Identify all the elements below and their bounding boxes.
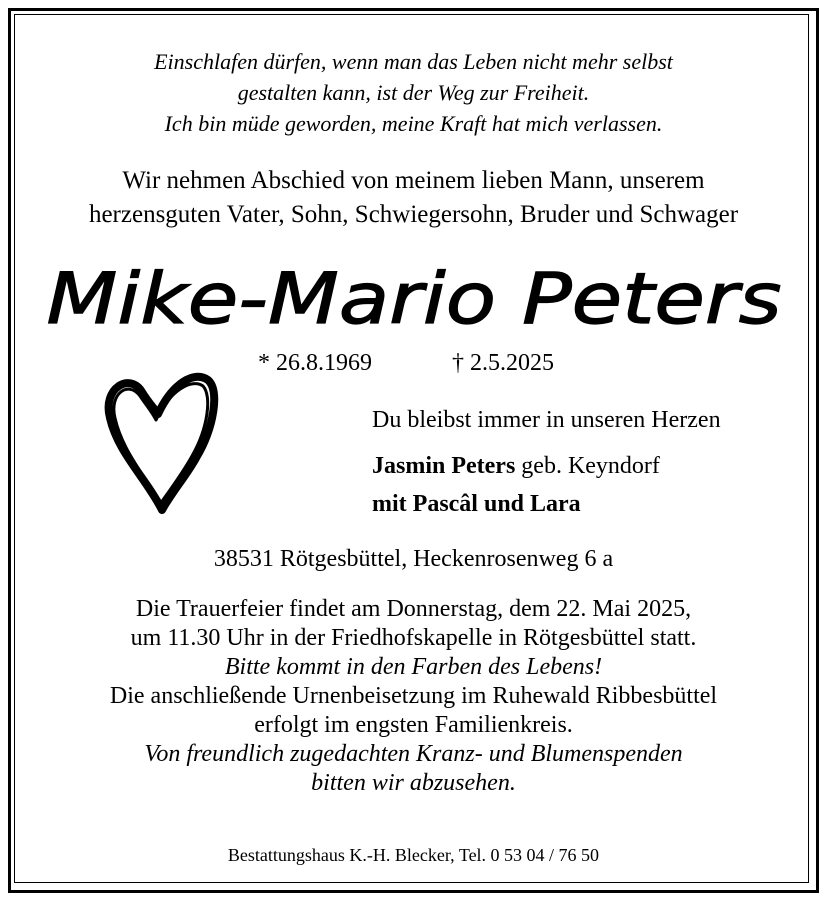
ceremony-info: [0, 595, 827, 798]
memorial-motto: Du bleibst immer in unseren Herzen: [372, 407, 721, 433]
birth-date: * 26.8.1969: [258, 350, 372, 376]
family-line-1: [372, 453, 660, 480]
death-date: † 2.5.2025: [452, 350, 554, 376]
funeral-home-footer: Bestattungshaus K.-H. Blecker, Tel. 0 53 04 / 76 50: [227, 845, 600, 865]
ceremony-line: Die Trauerfeier findet am Donnerstag, dem 22. Mai 2025,: [135, 596, 692, 622]
maiden-name: geb. Keyndorf: [515, 453, 660, 479]
deceased-name-text: Mike-Mario Peters: [46, 258, 782, 340]
ceremony-line: Die anschließende Urnenbeisetzung im Ruhewald Ribbesbüttel: [109, 683, 718, 709]
ceremony-line: Bitte kommt in den Farben des Lebens!: [224, 654, 603, 680]
ceremony-line: um 11.30 Uhr in der Friedhofskapelle in Rötgesbüttel statt.: [130, 625, 697, 651]
intro-line: Wir nehmen Abschied von meinem lieben Mann, unserem: [122, 167, 705, 194]
heart-icon: [96, 368, 226, 518]
address: 38531 Rötgesbüttel, Heckenrosenweg 6 a: [213, 546, 614, 572]
intro-line: herzensguten Vater, Sohn, Schwiegersohn, Bruder und Schwager: [88, 201, 739, 228]
poem: [0, 46, 827, 139]
ceremony-line: erfolgt im engsten Familienkreis.: [254, 712, 573, 738]
poem-line: Einschlafen dürfen, wenn man das Leben nicht mehr selbst: [154, 49, 673, 74]
family-line-2: [372, 491, 581, 518]
deceased-name: [0, 258, 827, 348]
children-names: mit Pascâl und Lara: [372, 491, 581, 517]
spouse-name: Jasmin Peters: [372, 453, 516, 479]
poem-line: gestalten kann, ist der Weg zur Freiheit.: [237, 80, 590, 105]
poem-line: Ich bin müde geworden, meine Kraft hat mich verlassen.: [164, 111, 663, 136]
intro-text: [0, 164, 827, 232]
ceremony-line: Von freundlich zugedachten Kranz- und Blumenspenden: [144, 741, 683, 767]
ceremony-line: bitten wir abzusehen.: [311, 770, 516, 796]
